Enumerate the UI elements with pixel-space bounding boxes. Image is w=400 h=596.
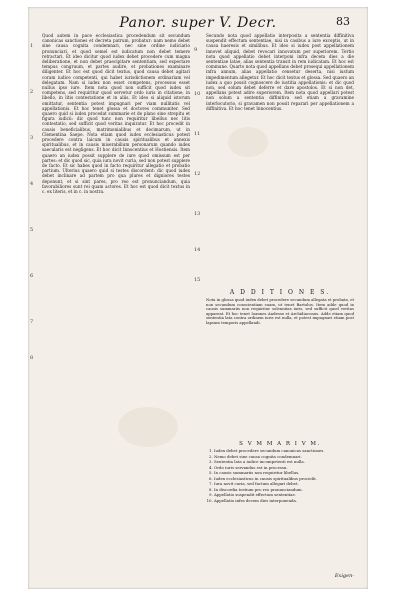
margin-number: 4 xyxy=(30,181,34,187)
right-column-text: Secundo nota quod appellatio interposita a sententia diffinitiva suspendit effectum sententiae, nisi in casibus a iure exceptis, ut in causa haeresis et similibus. Et ideo si iudex post appellationem innovet aliquid, debet revocari innovatum per superiorem. Tertio nota quod appellatio debet interponi infra decem dies a die sententiae latae, alias sententia transit in rem iudicatam. Et hoc est commune. Quarto nota quod appellans debet prosequi appellationem infra annum, alias appellatio censetur deserta, nisi iustum impedimentum allegetur. Et hoc dicit textus et glossa. Sed quaero an iudex a quo possit cognoscere de iustitia appellationis: et dic quod non, sed solum debet deferre et dare apostolos. Et si non det, appellans potest adire superiorem. Item nota quod appellari potest non solum a sententia diffinitiva sed etiam a gravamine interlocutorio, si gravamen non possit reparari per appellationem a diffinitiva. Et hoc tenet Innocentius. xyxy=(206,33,354,111)
summarium-list xyxy=(206,449,354,503)
summarium-item: 5. In causis summariis non requiritur libellus. xyxy=(214,471,354,476)
summarium-item: 3. Sententia lata a iudice incompetenti est nulla. xyxy=(214,460,354,465)
summarium-heading: S V M M A R I V M. xyxy=(239,441,321,447)
paper-stain xyxy=(118,407,178,447)
summarium-item: 9. Appellatio suspendit effectum sententiae. xyxy=(214,493,354,498)
margin-number: 8 xyxy=(30,355,34,361)
left-column-text: Quod autem in pace ecclesiastica procedendum sit secundum canonicas sanctiones et decreta patrum, probatur: nam nemo debet sine causa cognita condemnari, nec sine ordine iudiciario pronunciari, et quod semel est iudicatum non debet temere retractari. Et ideo dicitur quod iudex debet procedere cum magna deliberatione, et non debet praecipitare sententiam, sed expectare tempus congruum, et partes audire, et probationes examinare diligenter. Et hoc est quod dicit textus, quod causa debet agitari coram iudice competenti, qui habet iurisdictionem ordinariam vel delegatam. Nam si iudex non esset competens, processus esset nullus ipso iure. Item nota quod non sufficit quod iudex sit competens, sed requiritur quod servetur ordo iuris in citatione, in libello, in litis contestatione et in aliis. Et ideo si aliquid istorum omittatur, sententia potest impugnari per viam nullitatis vel appellationis. Et hoc tenet glossa et doctores communiter. Sed quaero quid si iudex procedat summarie et de plano sine strepitu et figura iudicii: dic quod tunc non requiritur libellus nec litis contestatio, sed sufficit quod veritas inquiratur. Et hoc procedit in causis beneficialibus, matrimonialibus et decimarum, ut in Clementina Saepe. Nota etiam quod iudex ecclesiasticus potest procedere contra laicum in causis spiritualibus et annexis spiritualibus, et in causis miserabilium personarum quando iudex saecularis est negligens. Et hoc dicit Innocentius et Hostiensis. Item quaero an iudex possit supplere de iure quod omissum est per partes: et dic quod sic, quia iura novit curia, sed non potest supplere de facto. Et sic habes quod in facto requiritur allegatio et probatio partium. Ulterius quaero quid si testes discordent: dic quod iudex debet inclinare ad partem pro qua plures et digniores testes deponunt, et si sint pares, pro reo est pronunciandum, quia favorabiliores sunt rei quam actores. Et hoc est quod dicit textus in c. ex literis, et in c. in nostra. xyxy=(42,33,190,195)
additiones-heading: A D D I T I O N E S. xyxy=(229,289,331,296)
margin-number: 13 xyxy=(194,211,201,217)
summarium-item: 7. Iura novit curia, sed factum allegari debet. xyxy=(214,482,354,487)
summarium-item: 4. Ordo iuris servandus est in processu. xyxy=(214,466,354,471)
running-head: Panor. super V. Decr. xyxy=(119,15,277,31)
summarium-item: 10. Appellatio infra decem dies interponenda. xyxy=(214,499,354,504)
margin-number: 15 xyxy=(194,277,201,283)
additiones-text: Nota in glossa quod iudex debet procedere secundum allegata et probata, et non secundum conscientiam suam, ut tenet Bartolus. Item adde quod in causis summariis non requiritur solennitas iuris, sed sufficit quod veritas appareat. Et hoc tenet Ioannes Andreae et Archidiaconus. Adde etiam quod sententia lata contra ordinem iuris est nulla, et potest impugnari etiam post lapsum temporis appellandi. xyxy=(206,297,354,325)
summarium-item: 1. Iudex debet procedere secundum canonicas sanctiones. xyxy=(214,449,354,454)
margin-number: 12 xyxy=(194,171,201,177)
margin-number: 7 xyxy=(30,319,34,325)
left-column xyxy=(42,33,190,363)
margin-number: 11 xyxy=(194,131,201,137)
margin-number: 5 xyxy=(30,227,34,233)
summarium-item: 2. Nemo debet sine causa cognita condemnari. xyxy=(214,455,354,460)
margin-number: 9 xyxy=(194,47,198,53)
margin-number: 10 xyxy=(194,91,201,97)
catchword: Exigen- xyxy=(334,573,354,579)
right-column xyxy=(206,33,354,283)
margin-number: 1 xyxy=(30,43,34,49)
margin-number: 3 xyxy=(30,135,34,141)
folio-leaf xyxy=(28,7,368,589)
margin-number: 14 xyxy=(194,247,201,253)
margin-number: 2 xyxy=(30,89,34,95)
margin-number: 6 xyxy=(30,273,34,279)
summarium-item: 8. In discordia testium pro reo pronunciandum. xyxy=(214,488,354,493)
leaf-number: 83 xyxy=(336,15,350,28)
summarium-item: 6. Iudex ecclesiasticus in causis spiritualibus procedit. xyxy=(214,477,354,482)
summarium-section xyxy=(206,441,354,504)
additiones-section xyxy=(206,289,354,326)
